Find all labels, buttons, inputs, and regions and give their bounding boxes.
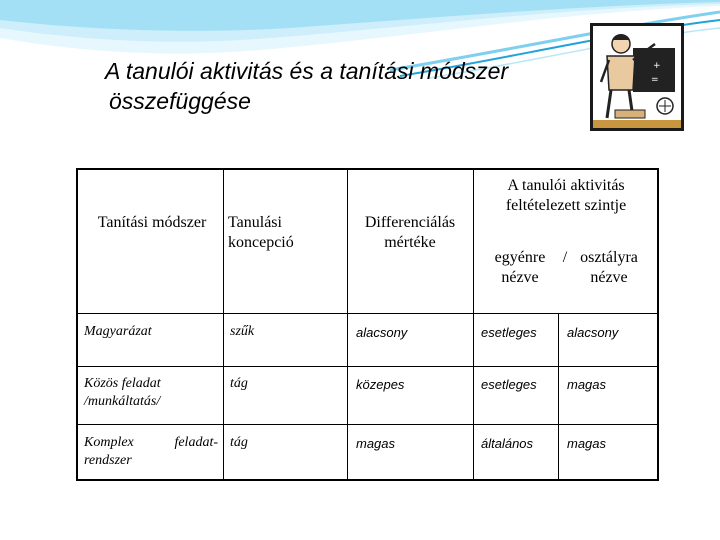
row3-method: Komplex feladat-rendszer bbox=[84, 435, 218, 468]
row1-concept: szűk bbox=[230, 324, 255, 339]
teacher-clipart bbox=[590, 23, 684, 131]
row3-class: magas bbox=[567, 436, 607, 451]
header-class: osztályra nézve bbox=[580, 249, 638, 286]
header-student-activity: A tanulói aktivitás feltételezett szintje bbox=[505, 177, 627, 214]
svg-text:+: + bbox=[653, 61, 661, 71]
header-teaching-method: Tanítási módszer bbox=[97, 214, 207, 231]
header-individual: egyénre nézve bbox=[494, 249, 546, 286]
header-slash: / bbox=[562, 249, 568, 266]
row3-differentiation: magas bbox=[356, 436, 396, 451]
header-learning-concept: Tanulási koncepció bbox=[228, 214, 294, 251]
row2-method: Közös feladat /munkáltatás/ bbox=[84, 376, 161, 409]
row1-class: alacsony bbox=[567, 325, 619, 340]
row2-individual: esetleges bbox=[481, 377, 537, 392]
svg-text:=: = bbox=[651, 75, 659, 85]
page-title bbox=[105, 56, 508, 116]
row1-individual: esetleges bbox=[481, 325, 537, 340]
row-divider bbox=[78, 366, 657, 367]
row3-individual: általános bbox=[481, 436, 534, 451]
column-divider bbox=[558, 313, 559, 479]
header-differentiation: Differenciálás mértéke bbox=[364, 214, 456, 251]
row1-method: Magyarázat bbox=[84, 324, 152, 339]
row2-concept: tág bbox=[230, 376, 248, 391]
row1-differentiation: alacsony bbox=[356, 325, 408, 340]
row2-class: magas bbox=[567, 377, 607, 392]
row2-differentiation: közepes bbox=[356, 377, 405, 392]
activity-method-table bbox=[76, 168, 659, 481]
row3-concept: tág bbox=[230, 435, 248, 450]
teacher-at-blackboard-icon bbox=[593, 26, 681, 128]
column-divider bbox=[223, 170, 224, 479]
title-line-2: összefüggése bbox=[109, 88, 251, 114]
header-divider bbox=[78, 313, 657, 314]
row-divider bbox=[78, 424, 657, 425]
title-line-1: A tanulói aktivitás és a tanítási módszer bbox=[105, 58, 509, 84]
